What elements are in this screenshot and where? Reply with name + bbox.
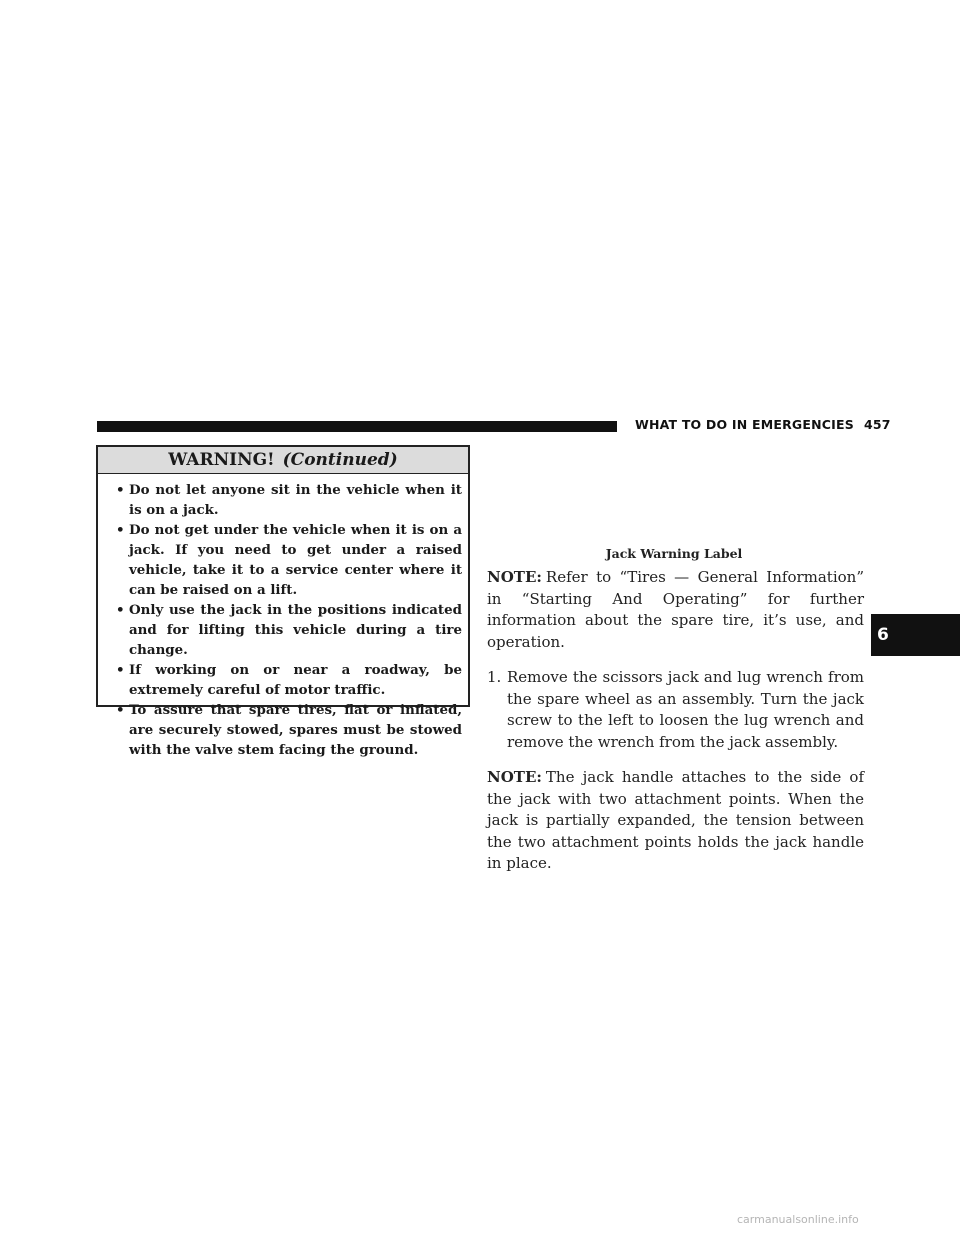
step-text: Remove the scissors jack and lug wrench from the spare wheel as an assembly. Turn the jack screw to the left to loosen the lug wrench and remove the wrench from the jack assembly. — [507, 668, 864, 751]
bullet-icon: • — [116, 522, 125, 538]
warning-item-text: To assure that spare tires, flat or inflated, are securely stowed, spares must be stowed with the valve stem facing the ground. — [129, 702, 462, 758]
warning-item-text: Only use the jack in the positions indicated and for lifting this vehicle during a tire change. — [129, 602, 462, 658]
warning-item — [116, 660, 462, 700]
page-number: 457 — [863, 417, 891, 432]
step-item — [487, 667, 864, 753]
section-title: WHAT TO DO IN EMERGENCIES — [635, 417, 854, 432]
note-paragraph — [487, 567, 864, 653]
warning-list — [98, 474, 468, 760]
bullet-icon: • — [116, 662, 125, 678]
bullet-icon: • — [116, 602, 125, 618]
bullet-icon: • — [116, 702, 125, 718]
warning-item — [116, 700, 462, 760]
warning-box — [96, 445, 470, 758]
note-text: Refer to “Tires — General Information” in “Starting And Operating” for further information about the spare tire, it’s use, and operation. — [487, 568, 864, 651]
note-text: The jack handle attaches to the side of the jack with two attachment points. When the jack is partially expanded, the tension between the two attachment points holds the jack handle in place. — [487, 768, 864, 872]
note-label: NOTE: — [487, 768, 542, 786]
watermark: carmanualsonline.info — [737, 1213, 859, 1226]
bullet-icon: • — [116, 482, 125, 498]
running-header — [635, 417, 891, 432]
warning-continued: (Continued) — [282, 450, 398, 470]
step-number: 1. — [487, 668, 502, 686]
warning-item — [116, 520, 462, 600]
note-paragraph — [487, 767, 864, 875]
warning-title: WARNING! — [168, 450, 275, 470]
header-rule — [97, 421, 617, 432]
figure-caption: Jack Warning Label — [605, 546, 743, 561]
warning-item — [116, 600, 462, 660]
warning-header — [98, 447, 468, 474]
warning-item-text: If working on or near a roadway, be extremely careful of motor traffic. — [129, 662, 462, 698]
note-label: NOTE: — [487, 568, 542, 586]
body-text — [487, 567, 864, 889]
warning-item — [116, 480, 462, 520]
warning-item-text: Do not get under the vehicle when it is on a jack. If you need to get under a raised vehicle, take it to a service center where it can be raised on a lift. — [129, 522, 462, 598]
chapter-tab: 6 — [871, 614, 960, 656]
warning-item-text: Do not let anyone sit in the vehicle when it is on a jack. — [129, 482, 462, 518]
